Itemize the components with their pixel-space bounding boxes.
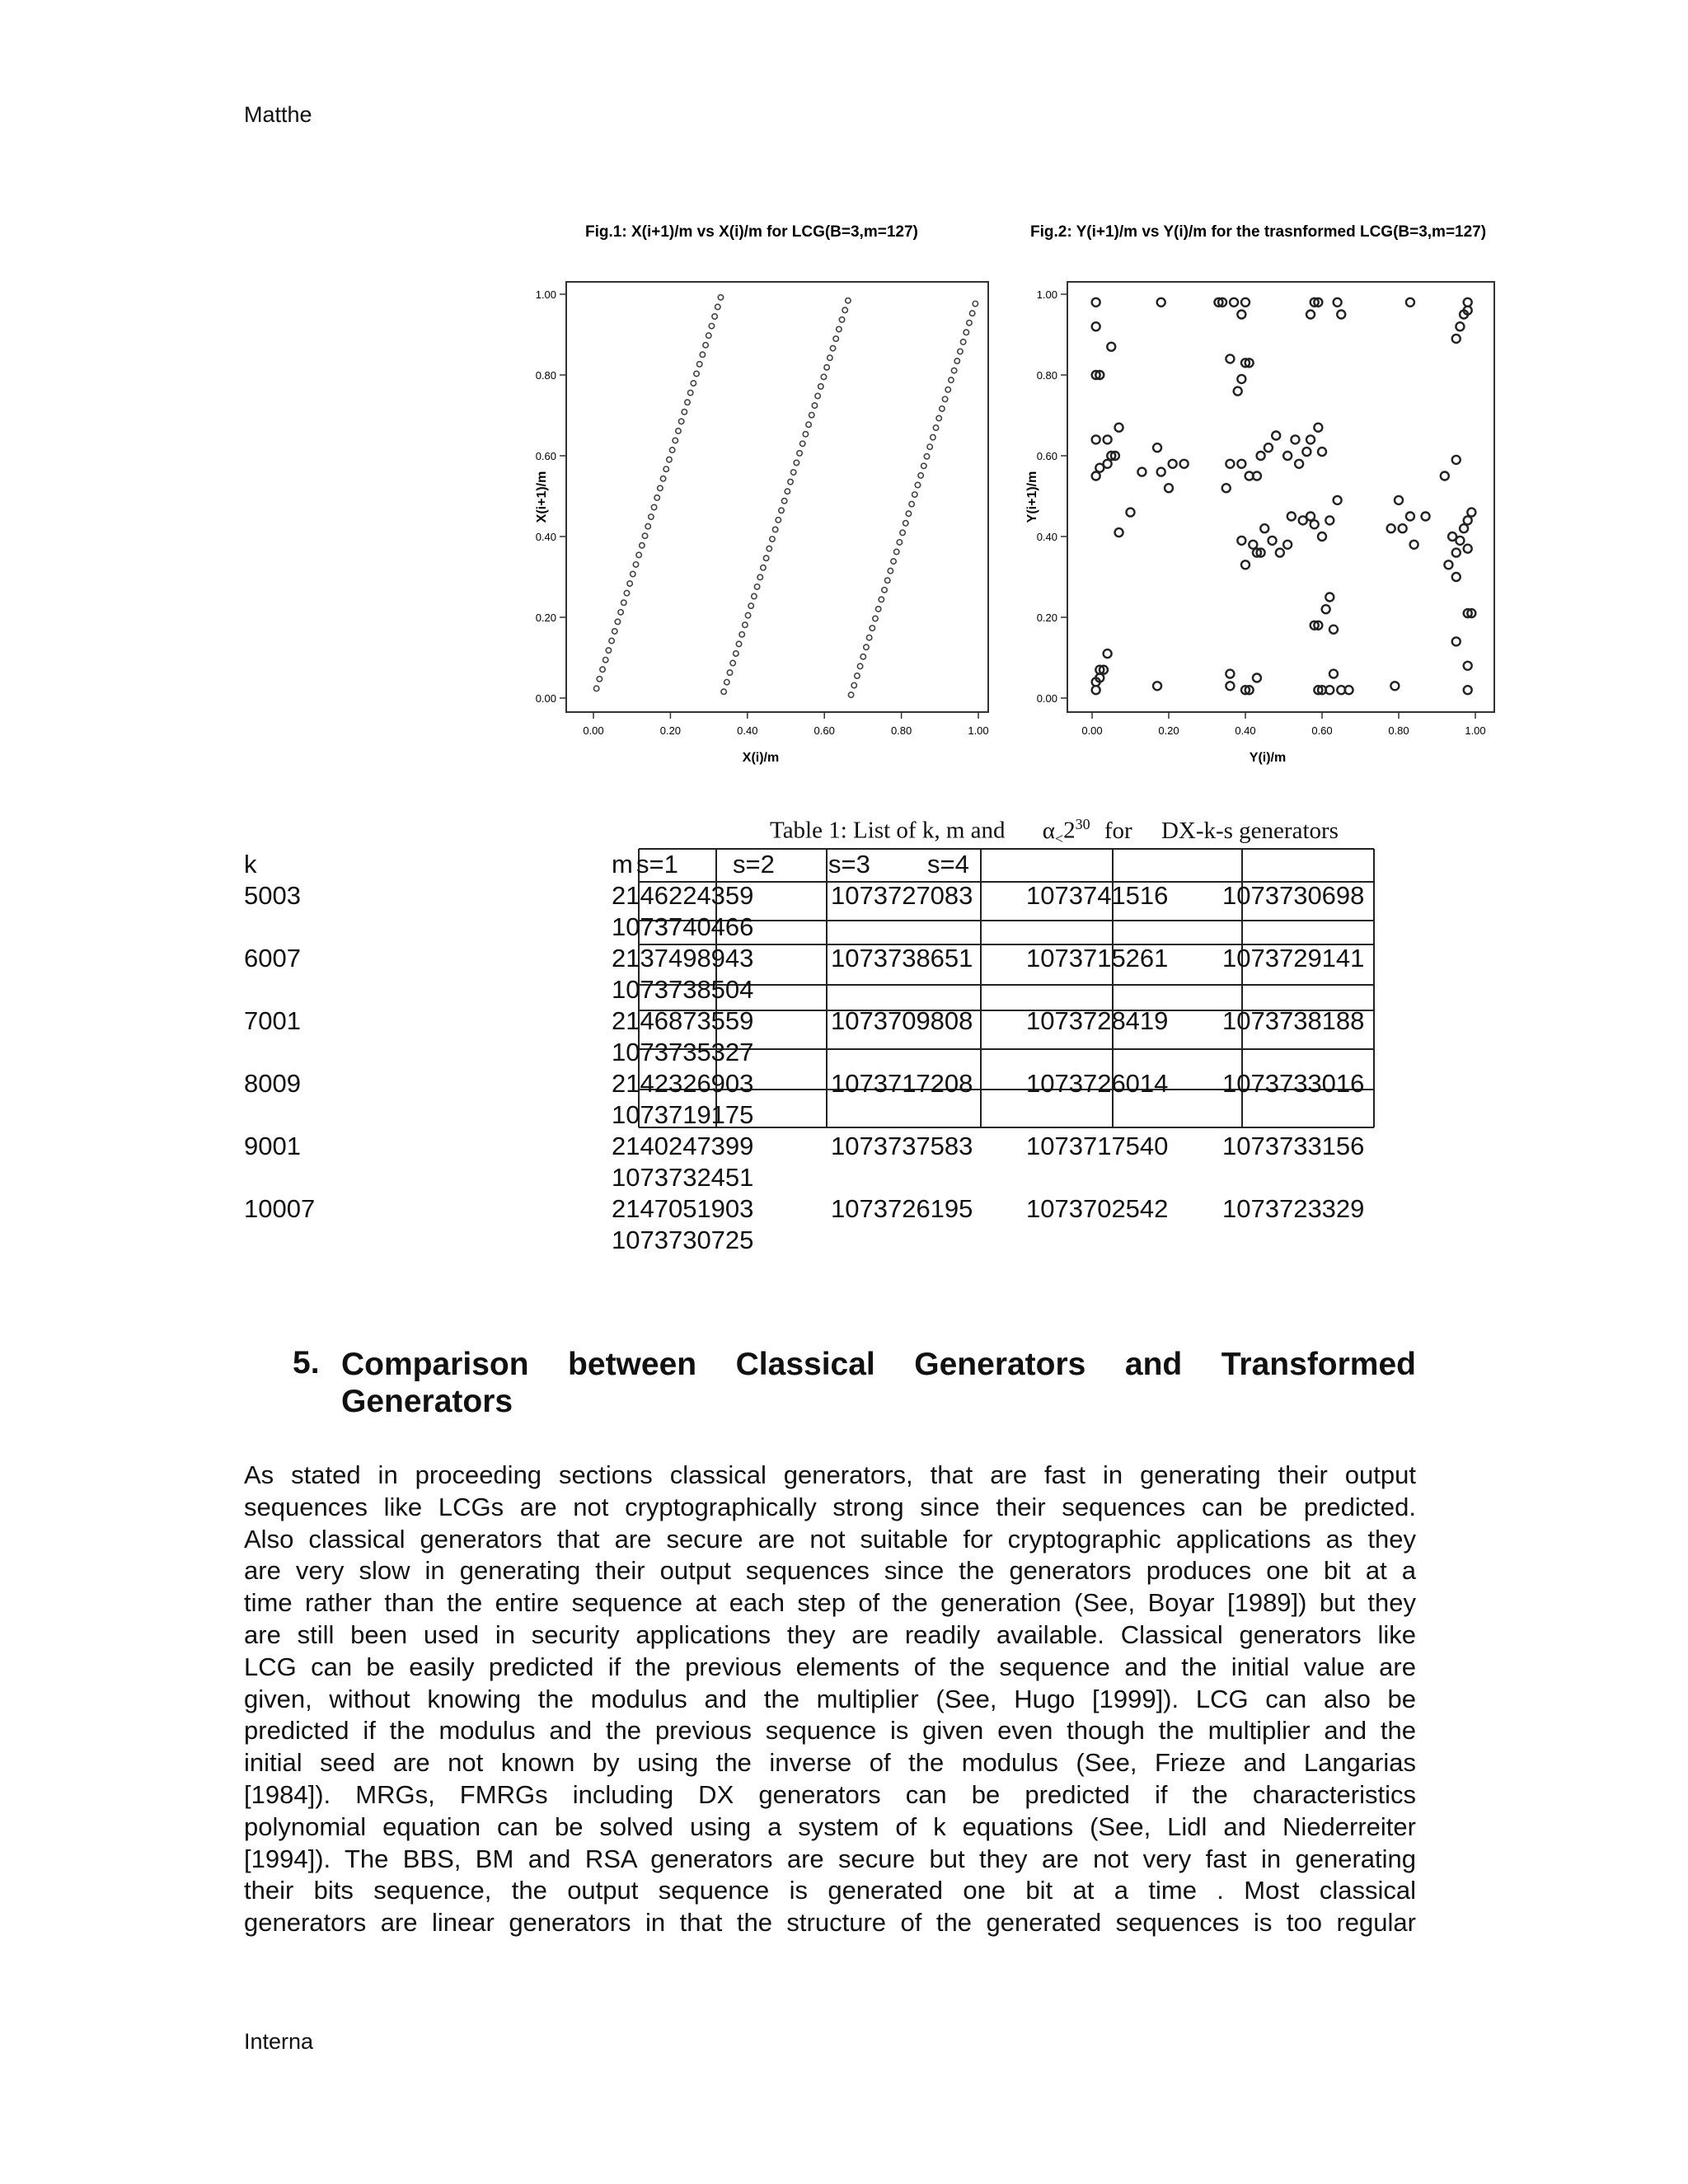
running-foot: Interna <box>244 2029 314 2054</box>
y-tick-label: 0.20 <box>535 612 556 624</box>
table-cell-m: 2142326903 <box>612 1069 754 1098</box>
table-header-k: k <box>244 850 257 879</box>
table-cell-s2: 1073726014 <box>1026 1069 1169 1098</box>
table-caption-main: Table 1: List of k, m and <box>770 817 1006 844</box>
y-tick-label: 0.40 <box>1036 531 1057 543</box>
table-cell-m: 2147051903 <box>612 1194 754 1223</box>
table-cell-s4: 1073735327 <box>612 1038 754 1066</box>
body-line: Also classical generators that are secure are not suitable for cryptographic applications as they <box>244 1524 1416 1554</box>
x-tick-label: 0.40 <box>737 724 758 737</box>
fig1-ylabel: X(i+1)/m <box>535 471 549 523</box>
table-cell-s3: 1073730698 <box>1222 881 1365 910</box>
table-caption-sub: < <box>1054 830 1064 847</box>
table-cell-s1: 1073726195 <box>831 1194 973 1223</box>
body-line: are still been used in security applications they are readily available. Classical generators like <box>244 1619 1416 1649</box>
y-tick-label: 0.40 <box>535 531 556 543</box>
table-header-s3: s=3 <box>828 850 870 879</box>
table-caption-for: for <box>1104 817 1132 844</box>
table-cell-s2: 1073715261 <box>1026 944 1169 972</box>
table-cell-s4: 1073719175 <box>612 1100 754 1129</box>
table-cell-s3: 1073733016 <box>1222 1069 1365 1098</box>
table-cell-m: 2137498943 <box>612 944 754 972</box>
table-cell-s1: 1073738651 <box>831 944 973 972</box>
body-paragraph <box>244 1460 1416 1939</box>
table-cell-s4: 1073730725 <box>612 1226 754 1254</box>
table-cell-k: 8009 <box>244 1069 301 1098</box>
table-header-s2: s=2 <box>733 850 775 879</box>
section-number: 5. <box>293 1345 320 1380</box>
y-tick-label: 0.80 <box>535 369 556 382</box>
table-caption-exp: 30 <box>1075 816 1090 832</box>
body-line: [1994]). The BBS, BM and RSA generators are secure but they are not very fast in generating <box>244 1844 1416 1873</box>
x-tick-label: 0.80 <box>1388 724 1409 737</box>
x-tick-label: 1.00 <box>1465 724 1486 737</box>
fig1-xlabel: X(i)/m <box>742 751 780 765</box>
fig2-xlabel: Y(i)/m <box>1249 751 1287 765</box>
table-cell-s3: 1073738188 <box>1222 1006 1365 1035</box>
section-title: Comparison between Classical Generators and Transformed <box>341 1347 1416 1382</box>
table-caption-base: 2 <box>1063 817 1076 844</box>
fig2-title: Fig.2: Y(i+1)/m vs Y(i)/m for the trasnformed LCG(B=3,m=127) <box>1030 223 1487 241</box>
x-tick-label: 0.60 <box>1311 724 1333 737</box>
x-tick-label: 1.00 <box>968 724 989 737</box>
table-header-s4: s=4 <box>927 850 969 879</box>
x-tick-label: 0.40 <box>1235 724 1256 737</box>
y-tick-label: 0.00 <box>535 692 556 705</box>
body-line: generators are linear generators in that the structure of the generated sequences is too regular <box>244 1908 1416 1938</box>
table-cell-k: 5003 <box>244 881 301 910</box>
running-head: Matthe <box>244 102 312 127</box>
table-cell-s3: 1073729141 <box>1222 944 1365 972</box>
table-header-m: m <box>612 850 633 879</box>
table-caption-alpha: α <box>1042 817 1055 844</box>
table-cell-s1: 1073717208 <box>831 1069 973 1098</box>
body-line: As stated in proceeding sections classical generators, that are fast in generating their output <box>244 1460 1416 1489</box>
table-cell-s4: 1073740466 <box>612 912 754 941</box>
x-tick-label: 0.00 <box>1081 724 1103 737</box>
table-cell-s2: 1073728419 <box>1026 1006 1169 1035</box>
y-tick-label: 0.00 <box>1036 692 1057 705</box>
body-line: polynomial equation can be solved using a system of k equations (See, Lidl and Niederreiter <box>244 1811 1416 1841</box>
body-line: predicted if the modulus and the previous sequence is given even though the multiplier and the <box>244 1716 1416 1746</box>
table-cell-s3: 1073733156 <box>1222 1132 1365 1160</box>
body-line: sequences like LCGs are not cryptographically strong since their sequences can be predicted. <box>244 1492 1416 1521</box>
y-tick-label: 0.60 <box>1036 450 1057 462</box>
y-tick-label: 0.60 <box>535 450 556 462</box>
table-cell-m: 2146224359 <box>612 881 754 910</box>
table-cell-s1: 1073737583 <box>831 1132 973 1160</box>
body-line: initial seed are not known by using the inverse of the modulus (See, Frieze and Langarias <box>244 1748 1416 1778</box>
section-title-cont: Generators <box>341 1384 513 1419</box>
x-tick-label: 0.20 <box>1158 724 1179 737</box>
y-tick-label: 1.00 <box>535 288 556 301</box>
fig2-ylabel: Y(i+1)/m <box>1025 471 1039 523</box>
table-cell-s1: 1073709808 <box>831 1006 973 1035</box>
table-cell-k: 10007 <box>244 1194 316 1223</box>
table-header-s1: s=1 <box>636 850 678 879</box>
table-cell-k: 7001 <box>244 1006 301 1035</box>
body-line: their bits sequence, the output sequence is generated one bit at a time . Most classical <box>244 1876 1416 1905</box>
table-cell-m: 2140247399 <box>612 1132 754 1160</box>
body-line: [1984]). MRGs, FMRGs including DX generators can be predicted if the characteristics <box>244 1779 1416 1809</box>
body-line: LCG can be easily predicted if the previous elements of the sequence and the initial value are <box>244 1652 1416 1681</box>
y-tick-label: 0.80 <box>1036 369 1057 382</box>
table-cell-s4: 1073732451 <box>612 1163 754 1192</box>
x-tick-label: 0.80 <box>890 724 912 737</box>
table-caption-end: DX-k-s generators <box>1160 817 1339 844</box>
table-cell-s1: 1073727083 <box>831 881 973 910</box>
table-cell-k: 9001 <box>244 1132 301 1160</box>
x-tick-label: 0.60 <box>814 724 835 737</box>
table-cell-m: 2146873559 <box>612 1006 754 1035</box>
table-cell-s2: 1073717540 <box>1026 1132 1169 1160</box>
table-cell-s2: 1073702542 <box>1026 1194 1169 1223</box>
fig1-title: Fig.1: X(i+1)/m vs X(i)/m for LCG(B=3,m=127) <box>585 223 918 241</box>
body-line: given, without knowing the modulus and the multiplier (See, Hugo [1999]). LCG can also be <box>244 1684 1416 1713</box>
body-line: are very slow in generating their output sequences since the generators produces one bit at a <box>244 1556 1416 1586</box>
y-tick-label: 0.20 <box>1036 612 1057 624</box>
x-tick-label: 0.20 <box>659 724 682 737</box>
table-cell-s4: 1073738504 <box>612 975 754 1004</box>
y-tick-label: 1.00 <box>1036 288 1057 301</box>
x-tick-label: 0.00 <box>583 724 604 737</box>
table-cell-k: 6007 <box>244 944 301 972</box>
body-line: time rather than the entire sequence at each step of the generation (See, Boyar [1989]) but they <box>244 1588 1416 1618</box>
table-cell-s3: 1073723329 <box>1222 1194 1365 1223</box>
table-cell-s2: 1073741516 <box>1026 881 1169 910</box>
